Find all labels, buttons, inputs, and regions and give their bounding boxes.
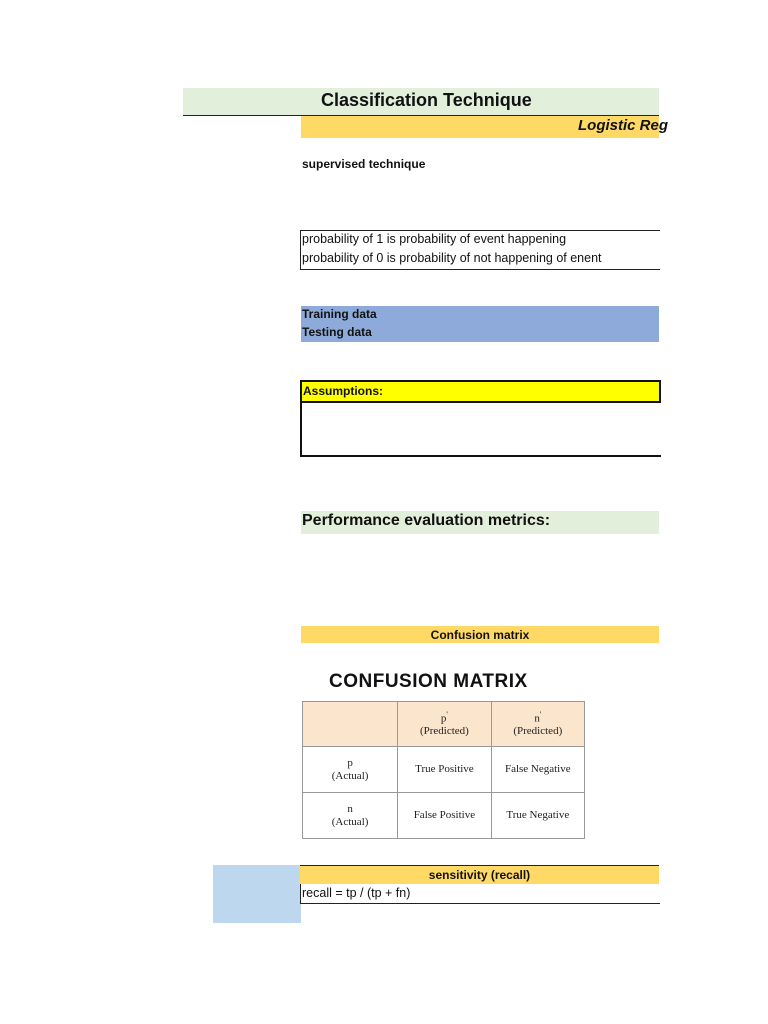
col-prime: ' bbox=[446, 710, 448, 720]
table-corner-cell bbox=[303, 702, 398, 747]
col-symbol: n bbox=[534, 712, 540, 725]
highlight-block bbox=[213, 865, 301, 923]
technique-label: supervised technique bbox=[302, 157, 426, 171]
cell-false-positive: False Positive bbox=[398, 793, 491, 839]
training-data-label: Training data bbox=[302, 307, 377, 321]
col-prime: ' bbox=[539, 710, 542, 720]
row-subtext: (Actual) bbox=[331, 815, 369, 828]
sensitivity-label: sensitivity (recall) bbox=[428, 868, 531, 882]
testing-data-label: Testing data bbox=[302, 325, 372, 339]
page-title: Classification Technique bbox=[321, 90, 532, 110]
confusion-matrix-image-title: CONFUSION MATRIX bbox=[329, 671, 528, 692]
col-symbol: p bbox=[440, 712, 447, 725]
cell-false-negative: False Negative bbox=[491, 747, 584, 793]
sensitivity-band bbox=[300, 865, 659, 884]
cell-true-positive: True Positive bbox=[398, 747, 491, 793]
row-header-actual-n bbox=[303, 793, 398, 839]
probability-line-2: probability of 0 is probability of not happening of enent bbox=[302, 251, 602, 265]
data-split-band bbox=[301, 306, 659, 342]
row-subtext: (Actual) bbox=[331, 769, 369, 782]
cell-true-negative: True Negative bbox=[491, 793, 584, 839]
row-symbol: p bbox=[347, 756, 353, 769]
performance-heading-band bbox=[301, 511, 659, 534]
probability-line-1: probability of 1 is probability of event happening bbox=[302, 232, 567, 246]
col-header-predicted-n bbox=[491, 702, 584, 747]
assumptions-header bbox=[300, 380, 661, 403]
col-subtext: (Predicted) bbox=[513, 725, 563, 738]
row-header-actual-p bbox=[303, 747, 398, 793]
assumptions-label: Assumptions: bbox=[303, 384, 384, 398]
probability-box bbox=[300, 230, 660, 270]
confusion-matrix-table bbox=[302, 701, 585, 839]
assumptions-body bbox=[300, 401, 661, 457]
col-subtext: (Predicted) bbox=[419, 725, 469, 738]
row-symbol: n bbox=[347, 802, 353, 815]
confusion-matrix-label: Confusion matrix bbox=[430, 628, 530, 642]
subtitle-band bbox=[301, 116, 669, 138]
table-row bbox=[303, 793, 585, 839]
col-header-predicted-p bbox=[398, 702, 491, 747]
recall-formula-box bbox=[300, 884, 660, 904]
confusion-matrix-band bbox=[301, 626, 659, 643]
performance-heading: Performance evaluation metrics: bbox=[302, 512, 551, 529]
table-row bbox=[303, 747, 585, 793]
table-header-row bbox=[303, 702, 585, 747]
subtitle-text: Logistic Reg bbox=[578, 117, 669, 134]
recall-formula: recall = tp / (tp + fn) bbox=[302, 886, 411, 900]
